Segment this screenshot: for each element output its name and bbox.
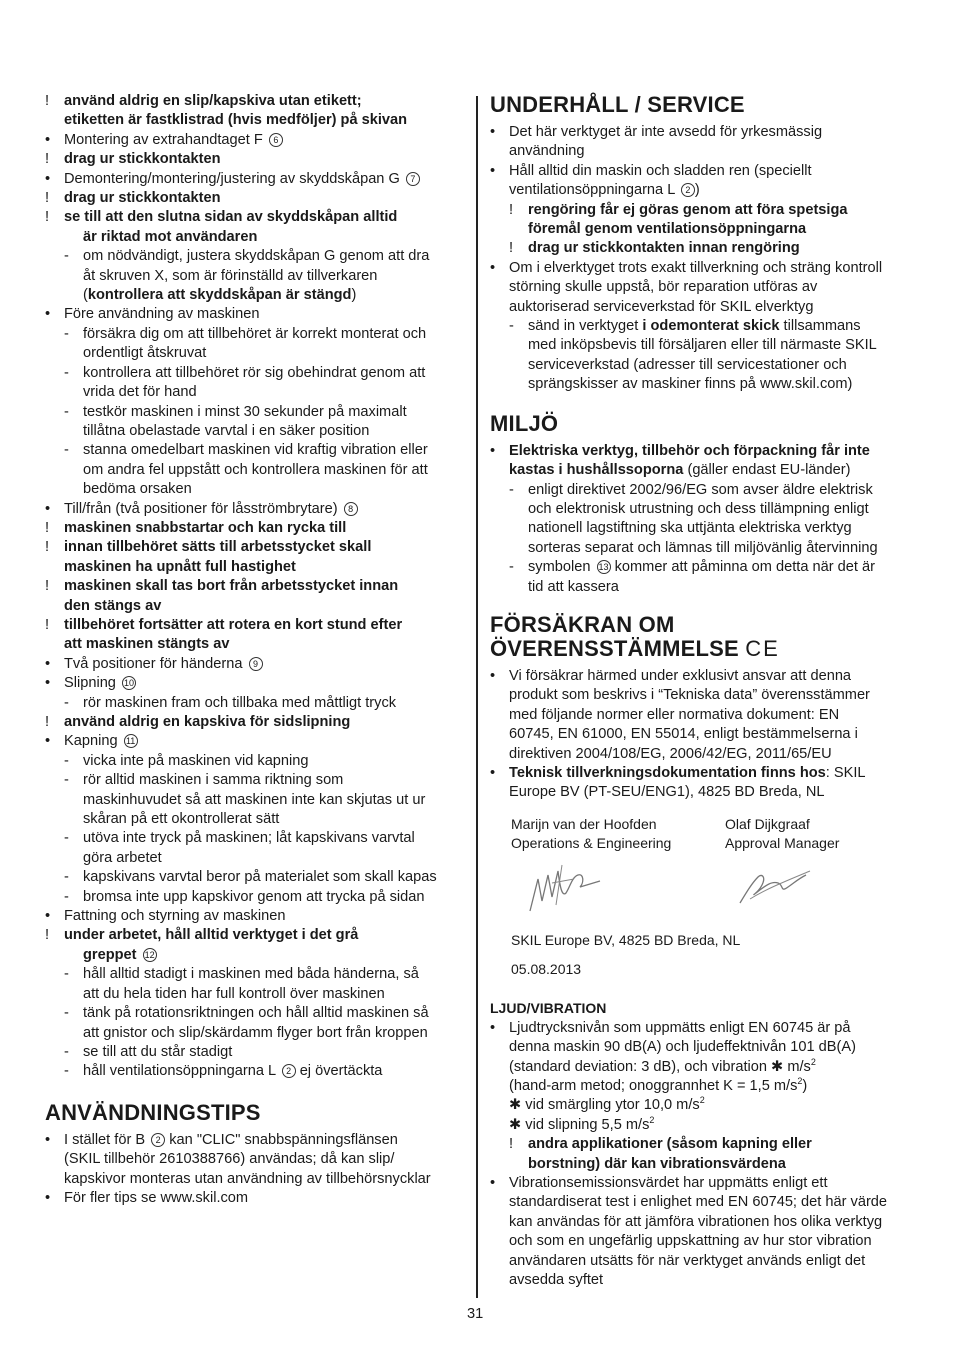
dash-line: - rör maskinen fram och tillbaka med måttligt tryck (45, 694, 467, 713)
warning-line: ! maskinen snabbstartar och kan rycka till (45, 519, 467, 538)
dash-line: - tänk på rotationsriktningen och håll alltid maskinen så (45, 1004, 467, 1023)
text-line: Europe BV (PT-SEU/ENG1), 4825 BD Breda, NL (509, 784, 825, 801)
dash-mark: - (64, 403, 69, 420)
dash-mark: - (64, 888, 69, 905)
signature-2-icon (736, 863, 816, 911)
dash-mark: - (64, 248, 69, 265)
dash-mark: - (64, 1063, 69, 1080)
text-line: maskinen ha upnått full hastighet (64, 558, 296, 575)
text-line: direktiven 2004/108/EG, 2006/42/EG, 2011/65/EU (509, 745, 832, 762)
signatory-1-title: Operations & Engineering (511, 834, 672, 851)
bullet-line: • Om i elverktyget trots exakt tillverkning och sträng kontroll (490, 259, 915, 278)
text-line: och som en ungefärlig uppskattning av hur stor vibration (509, 1233, 872, 1250)
bullet-mark: • (490, 1175, 496, 1192)
warning-mark: ! (509, 201, 514, 218)
bullet-mark: • (490, 259, 496, 276)
bullet-mark: • (45, 131, 51, 148)
bullet-line: • I stället för B 2 kan "CLIC" snabbspänningsflänsen (45, 1131, 467, 1150)
warning-line: ! tillbehöret fortsätter att rotera en kort stund efter (45, 616, 467, 635)
dash-mark: - (509, 559, 514, 576)
section-heading-tips: ANVÄNDNINGSTIPS (45, 1099, 261, 1125)
dash-line: - vicka inte på maskinen vid kapning (45, 752, 467, 771)
text-line: åt skruven X, som är förinställd av tillverkaren (83, 267, 378, 284)
bullet-mark: • (45, 675, 51, 692)
dash-line: - symbolen 13 kommer att påminna om detta när det är (490, 558, 915, 577)
text-line: föremål genom ventilationsöppningarna (528, 221, 807, 238)
company-address: SKIL Europe BV, 4825 BD Breda, NL (511, 931, 741, 948)
dash-line: - se till att du står stadigt (45, 1043, 467, 1062)
bullet-line: • Fattning och styrning av maskinen (45, 907, 467, 926)
asterisk-icon: ✱ (509, 1097, 522, 1114)
declaration-date: 05.08.2013 (511, 960, 582, 977)
warning-mark: ! (45, 927, 50, 944)
dash-line: - rör alltid maskinen i samma riktning som (45, 771, 467, 790)
dash-mark: - (64, 772, 69, 789)
callout-number: 8 (344, 502, 358, 516)
text-line: kastas i hushållssoporna (gäller endast EU-länder) (509, 462, 851, 479)
dash-mark: - (64, 1043, 69, 1060)
dash-mark: - (64, 830, 69, 847)
text-line: auktoriserad serviceverkstad för SKIL elverktyg (509, 298, 814, 315)
warning-mark: ! (45, 519, 50, 536)
text-line: med inköpsbevis till försäljaren eller till närmaste SKIL (528, 337, 877, 354)
text-line: ordentligt åtskruvat (83, 345, 207, 362)
bullet-line: • Kapning 11 (45, 732, 467, 751)
callout-number: 11 (124, 734, 138, 748)
text-line: denna maskin 90 dB(A) och ljudeffektnivån 101 dB(A) (509, 1039, 856, 1056)
warning-line: ! under arbetet, håll alltid verktyget i det grå (45, 926, 467, 945)
text-line: tid att kassera (528, 578, 619, 595)
warning-line: ! använd aldrig en kapskiva för sidslipning (45, 713, 467, 732)
warning-mark: ! (45, 616, 50, 633)
bullet-mark: • (490, 1019, 496, 1036)
text-line: sprängskisser av maskiner finns på www.skil.com) (528, 376, 853, 393)
warning-line: ! innan tillbehöret sätts till arbetsstycket skall (45, 538, 467, 557)
dash-mark: - (509, 318, 514, 335)
bullet-line: • Vi försäkrar härmed under exklusivt ansvar att denna (490, 667, 915, 686)
dash-mark: - (64, 325, 69, 342)
signatory-1-name: Marijn van der Hoofden (511, 815, 657, 832)
text-line: användning (509, 143, 585, 160)
text-line: vrida det för hand (83, 384, 197, 401)
warning-line: ! drag ur stickkontakten innan rengöring (490, 239, 915, 258)
text-line: standardiserat test i enlighet med EN 60745; det här värde (509, 1194, 888, 1211)
dash-mark: - (64, 966, 69, 983)
text-line: ventilationsöppningarna L 2 ) (509, 182, 700, 199)
section-heading-declaration: FÖRSÄKRAN OM (490, 611, 675, 637)
asterisk-icon: ✱ (771, 1058, 784, 1075)
text-line: göra arbetet (83, 849, 162, 866)
dash-line: - utöva inte tryck på maskinen; låt kapskivans varvtal (45, 829, 467, 848)
dash-line: - enligt direktivet 2002/96/EG som avser äldre elektrisk (490, 481, 915, 500)
callout-number: 10 (123, 678, 134, 689)
text-line: ✱ vid slipning 5,5 $m/s^2$ (509, 1114, 655, 1133)
text-line: ✱ vid smärgling ytor 10,0 $m/s^2$ (509, 1095, 705, 1114)
text-line: bedöma orsaken (83, 481, 192, 498)
text-line: greppet 12 (83, 946, 155, 963)
page-number: 31 (467, 1306, 484, 1322)
callout-number: 7 (406, 172, 420, 186)
dash-line: - om nödvändigt, justera skyddskåpan G genom att dra (45, 247, 467, 266)
warning-mark: ! (45, 578, 50, 595)
text-line: produkt som beskrivs i “Tekniska data” överensstämmer (509, 687, 870, 704)
text-line: serviceverkstad (adresser till servicestationer och (528, 356, 847, 373)
text-line: etiketten är fastklistrad (hvis medföljer) på skivan (64, 112, 408, 129)
bullet-line: • För fler tips se www.skil.com (45, 1189, 467, 1208)
bullet-line: • Före användning av maskinen (45, 305, 467, 324)
bullet-line: • Två positioner för händerna 9 (45, 655, 467, 674)
text-line: borstning) där kan vibrationsvärdena (528, 1155, 786, 1172)
section-heading-declaration-line2: ÖVERENSSTÄMMELSE CE (490, 635, 780, 661)
dash-line: - stanna omedelbart maskinen vid kraftig vibration eller (45, 441, 467, 460)
callout-number: 12 (144, 949, 155, 960)
dash-line: - sänd in verktyget i odemonterat skick tillsammans (490, 317, 915, 336)
bullet-mark: • (45, 1131, 51, 1148)
bullet-mark: • (45, 733, 51, 750)
bullet-mark: • (45, 1189, 51, 1206)
dash-line: - försäkra dig om att tillbehöret är korrekt monterat och (45, 325, 467, 344)
right-column (490, 93, 915, 1290)
bullet-mark: • (490, 667, 496, 684)
bullet-line: • Slipning 10 (45, 674, 467, 693)
callout-number: 13 (598, 562, 609, 573)
ce-mark-icon: CE (745, 635, 780, 661)
text-line: störning skulle uppstå, bör reparation utföras av (509, 279, 818, 296)
left-column (45, 92, 467, 1208)
bullet-line: • Montering av extrahandtaget F 6 (45, 131, 467, 150)
asterisk-icon: ✱ (509, 1116, 522, 1133)
bullet-mark: • (490, 124, 496, 140)
text-line: om andra fel uppstått och kontrollera maskinen för att (83, 461, 428, 478)
warning-mark: ! (45, 151, 50, 168)
warning-mark: ! (45, 539, 50, 556)
text-line: att gnistor och slip/skärdamm flyger bort från kroppen (83, 1024, 428, 1041)
callout-number: 2 (282, 1064, 296, 1078)
text-line: den stängs av (64, 597, 162, 614)
callout-number: 2 (151, 1133, 165, 1147)
bullet-mark: • (45, 908, 51, 925)
dash-line: - kapskivans varvtal beror på materialet som skall kapas (45, 868, 467, 887)
dash-line: - kontrollera att tillbehöret rör sig obehindrat genom att (45, 364, 467, 383)
dash-mark: - (509, 481, 514, 498)
column-divider (476, 96, 478, 1298)
text-line: med följande normer eller normativa dokument: EN (509, 706, 840, 723)
signature-1-icon (526, 857, 606, 917)
text-line: sorteras separat och lämnas till miljövänlig återvinning (528, 539, 878, 556)
callout-number: 9 (249, 657, 263, 671)
bullet-line: • Elektriska verktyg, tillbehör och förpackning får inte (490, 442, 915, 461)
dash-mark: - (64, 1005, 69, 1022)
warning-mark: ! (509, 240, 514, 257)
bullet-mark: • (45, 655, 51, 672)
bullet-line: • Vibrationsemissionsvärdet har uppmätts enligt ett (490, 1174, 915, 1193)
warning-mark: ! (45, 714, 50, 730)
bullet-line: • Demontering/montering/justering av skyddskåpan G 7 (45, 170, 467, 189)
text-line: användaren utsätts för när verktyget används enligt det (509, 1252, 866, 1269)
text-line: maskinhuvudet så att maskinen inte kan skjutas ut ur (83, 791, 426, 808)
section-heading-environment: MILJÖ (490, 410, 559, 436)
text-line: (kontrollera att skyddskåpan är stängd) (83, 287, 357, 304)
bullet-mark: • (45, 170, 51, 187)
warning-line: ! rengöring får ej göras genom att föra spetsiga (490, 201, 915, 220)
warning-line: ! maskinen skall tas bort från arbetsstycket innan (45, 577, 467, 596)
section-heading-noise: LJUD/VIBRATION (490, 999, 607, 1016)
text-line: att maskinen stängts av (64, 636, 230, 653)
text-line: tillåtna obelastade varvtal i en säker position (83, 422, 370, 439)
text-line: avsedda syftet (509, 1272, 604, 1289)
text-line: att du hela tiden har full kontroll över maskinen (83, 985, 385, 1002)
bullet-line: • Det här verktyget är inte avsedd för yrkesmässig (490, 123, 915, 142)
bullet-line: • Ljudtrycksnivån som uppmätts enligt EN 60745 är på (490, 1019, 915, 1038)
text-line: nationell lagstiftning ska uttjänta elektriska verktyg (528, 520, 852, 537)
text-line: är riktad mot användaren (83, 228, 258, 245)
callout-number: 2 (681, 183, 695, 197)
text-line: kapskivor monteras utan användning av tillbehörsnycklar (64, 1170, 431, 1187)
text-line: 60745, EN 61000, EN 55014, enligt bestämmelserna i (509, 726, 858, 743)
bullet-line: • Teknisk tillverkningsdokumentation finns hos: SKIL (490, 764, 915, 783)
bullet-line: • Till/från (två positioner för låsströmbrytare) 8 (45, 500, 467, 519)
bullet-mark: • (490, 764, 496, 781)
signatory-2-name: Olaf Dijkgraaf (725, 815, 810, 832)
dash-mark: - (64, 869, 69, 886)
warning-mark: ! (509, 1136, 514, 1153)
warning-line: ! drag ur stickkontakten (45, 189, 467, 208)
text-line: kan användas för att jämföra vibrationen hos olika verktyg (509, 1213, 883, 1230)
section-heading-service: UNDERHÅLL / SERVICE (490, 92, 745, 117)
bullet-mark: • (45, 306, 51, 323)
warning-mark: ! (45, 209, 50, 226)
text-line: (SKIL tillbehör 2610388766) användas; då kan slip/ (64, 1151, 395, 1168)
signatory-2-title: Approval Manager (725, 834, 840, 851)
warning-line: ! se till att den slutna sidan av skyddskåpan alltid (45, 208, 467, 227)
dash-mark: - (64, 364, 69, 381)
signature-block (490, 803, 915, 1019)
callout-number: 6 (269, 133, 283, 147)
dash-mark: - (64, 442, 69, 459)
bullet-mark: • (490, 442, 496, 459)
bullet-line: • Håll alltid din maskin och sladden ren (speciellt (490, 162, 915, 181)
warning-line: ! drag ur stickkontakten (45, 150, 467, 169)
warning-line: ! andra applikationer (såsom kapning eller (490, 1135, 915, 1154)
text-line: och elektronisk utrustning och dess tillämpning enligt (528, 500, 869, 517)
dash-line: - håll alltid stadigt i maskinen med båda händerna, så (45, 965, 467, 984)
dash-line: - testkör maskinen i minst 30 sekunder på maximalt (45, 403, 467, 422)
warning-mark: ! (45, 190, 50, 207)
text-line: (standard deviation: 3 dB), och vibration ✱ $m/s^2$ (509, 1056, 816, 1075)
dash-line: - håll ventilationsöppningarna L 2 ej övertäckta (45, 1062, 467, 1081)
warning-line: ! använd aldrig en slip/kapskiva utan etikett; (45, 92, 467, 111)
dash-line: - bromsa inte upp kapskivor genom att trycka på sidan (45, 888, 467, 907)
dash-mark: - (64, 694, 69, 711)
text-line: (hand-arm metod; onoggrannhet K = 1,5 $m/s^2$) (509, 1076, 808, 1094)
dash-mark: - (64, 752, 69, 769)
text-line: skåran på ett okontrollerat sätt (83, 811, 280, 828)
bullet-mark: • (490, 162, 496, 179)
warning-mark: ! (45, 93, 50, 109)
bullet-mark: • (45, 500, 51, 517)
